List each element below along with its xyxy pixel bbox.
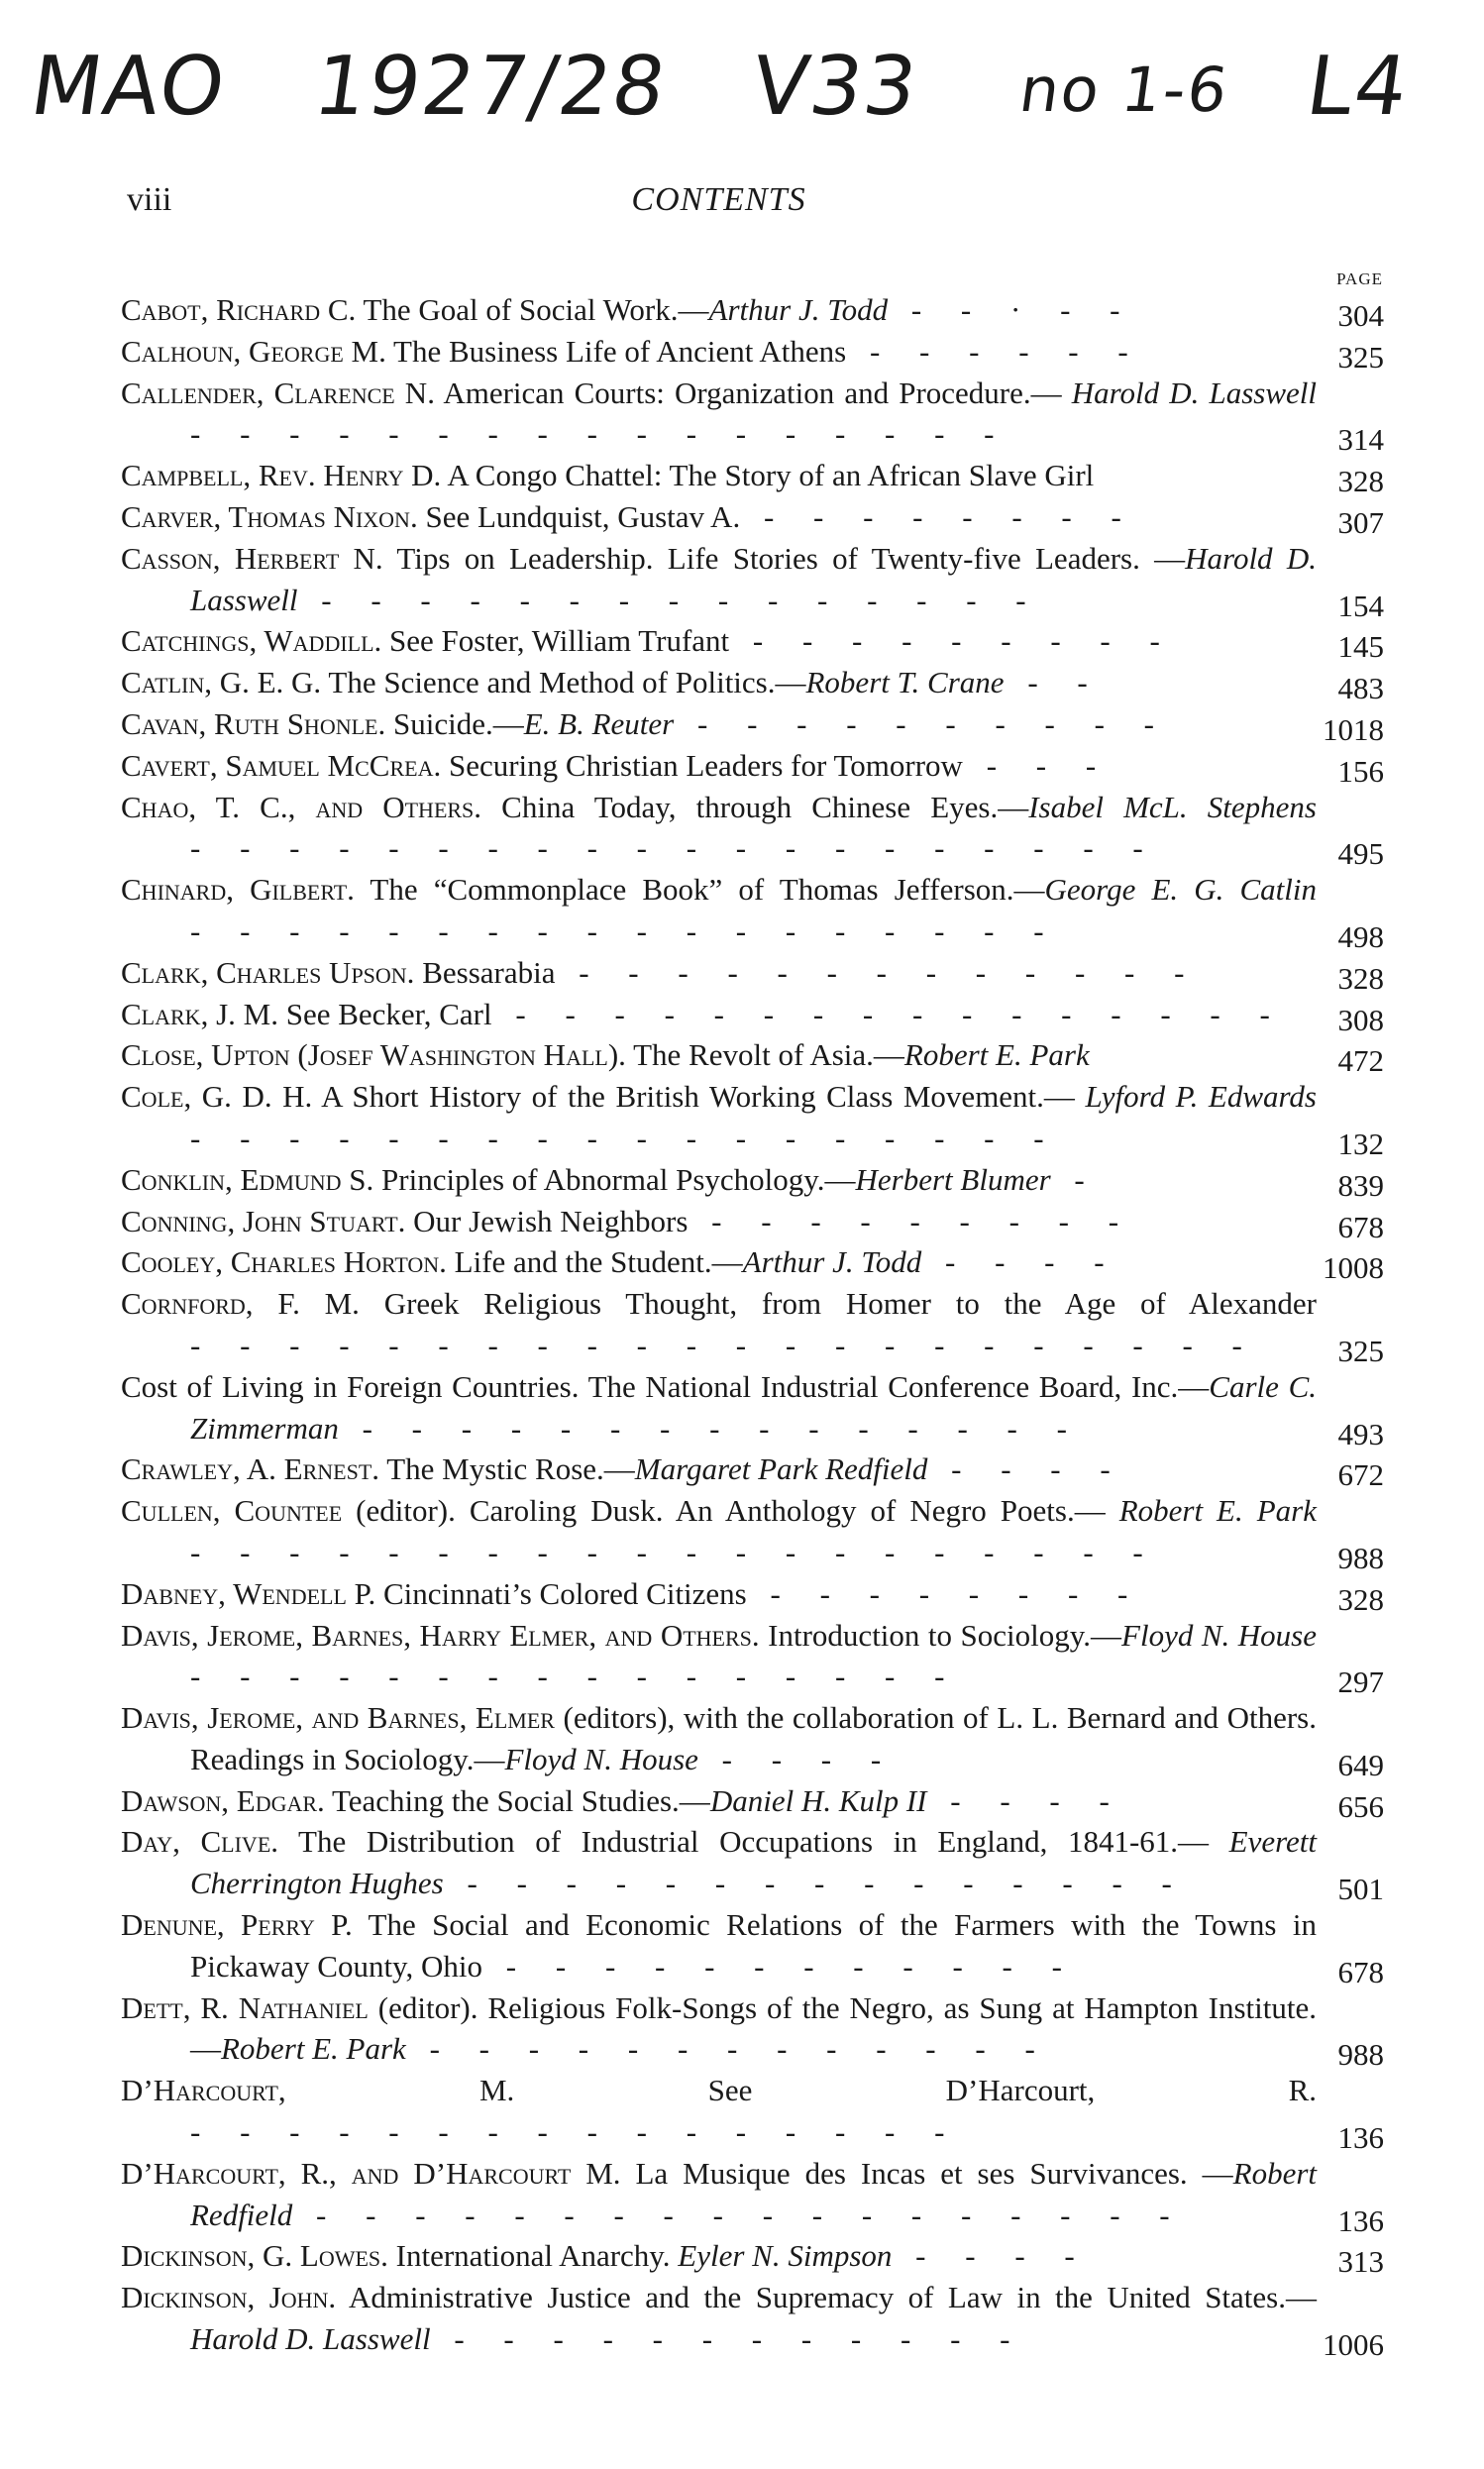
entry-author: Dickinson, John.: [121, 2280, 337, 2315]
entry-page-number: 1008: [1323, 1250, 1384, 1286]
entry-page-number: 325: [1337, 1333, 1384, 1368]
contents-entry: [121, 787, 1384, 870]
entry-leader: - - - - - -: [846, 333, 1144, 369]
contents-entry: [121, 1780, 1384, 1822]
entry-reviewer: Eyler N. Simpson: [678, 2238, 893, 2274]
entry-title: See Foster, William Trufant: [381, 623, 730, 659]
entry-page-number: 483: [1337, 671, 1384, 706]
entry-title: International Anarchy.: [387, 2238, 679, 2274]
entry-title: The Revolt of Asia.—: [625, 1037, 904, 1073]
entry-reviewer: E. B. Reuter: [523, 705, 675, 741]
entry-title: Teaching the Social Studies.—: [324, 1782, 710, 1818]
entry-author: Conklin, Edmund S.: [121, 1161, 374, 1197]
entry-leader: - - · - -: [888, 292, 1136, 327]
contents-entry: [121, 2277, 1384, 2363]
entry-leader: - - - - - - - - -: [729, 623, 1176, 659]
entry-reviewer: Robert Redfield: [190, 2155, 1318, 2232]
entry-body: [121, 2235, 1317, 2277]
entry-leader: - - - - - - - - - - - - - - - - - -: [190, 912, 1060, 948]
entry-leader: - - - - - - - - - - - - -: [405, 2031, 1051, 2067]
entry-body: [121, 496, 1317, 538]
entry-reviewer: Isabel McL. Stephens: [1028, 789, 1317, 824]
entry-title: The Mystic Rose.—: [379, 1451, 635, 1487]
entry-reviewer: Harold D. Lasswell: [1071, 375, 1317, 410]
entry-author: Dawson, Edgar.: [121, 1782, 325, 1818]
contents-entry: [121, 1904, 1384, 1987]
entry-title: Cincinnati’s Colored Citizens: [375, 1575, 747, 1611]
entry-body: [121, 1615, 1317, 1698]
entry-author: D’Harcourt, M.: [121, 2073, 515, 2108]
entry-leader: - - - - - - - - - - - - - - - - - -: [190, 1120, 1060, 1155]
entry-page-number: 498: [1337, 918, 1384, 954]
entry-author: Cornford, F. M.: [121, 1286, 360, 1322]
entry-title: Cost of Living in Foreign Countries. The National Industrial Conference Board, Inc.—: [121, 1368, 1210, 1404]
entry-page-number: 307: [1337, 504, 1384, 540]
entry-reviewer: Harold D. Lasswell: [190, 540, 1317, 617]
entry-author: Dabney, Wendell P.: [121, 1575, 376, 1611]
entry-leader: - - - - - - - - - - - - - - - -: [190, 2114, 961, 2150]
entry-page-number: 1006: [1323, 2327, 1384, 2363]
entry-author: Davis, Jerome, Barnes, Harry Elmer, and Others.: [121, 1617, 760, 1653]
entry-title: China Today, through Chinese Eyes.—: [481, 789, 1029, 824]
entry-reviewer: Robert E. Park: [1118, 1493, 1317, 1529]
entry-page-number: 672: [1337, 1457, 1384, 1493]
entry-reviewer: Lyford P. Edwards: [1085, 1079, 1317, 1115]
entry-title: See D’Harcourt, R.: [514, 2073, 1318, 2108]
entry-title: Suicide.—: [385, 705, 524, 741]
contents-entry: [121, 2153, 1384, 2236]
entry-title: The “Commonplace Book” of Thomas Jefferson.—: [354, 872, 1045, 908]
entry-title: The Goal of Social Work.—: [356, 292, 709, 327]
entry-title: (editors), with the collaboration of L. L. Bernard and Others. Readings in Sociology.—: [190, 1700, 1317, 1776]
entry-author: Crawley, A. Ernest.: [121, 1451, 380, 1487]
entry-body: [121, 1283, 1317, 1366]
entry-author: Conning, John Stuart.: [121, 1203, 406, 1238]
contents-entry: [121, 1697, 1384, 1780]
entry-body: [121, 373, 1317, 456]
contents-entry: [121, 331, 1384, 373]
entry-title: (editor). Religious Folk-Songs of the Negro, as Sung at Hampton Institute.—: [190, 1989, 1317, 2067]
handwritten-mark: MAO: [25, 40, 233, 134]
entry-body: [121, 455, 1317, 496]
entry-page-number: 472: [1337, 1043, 1384, 1079]
entry-page-number: 649: [1337, 1747, 1384, 1782]
entry-author: Clark, Charles Upson.: [121, 954, 415, 990]
entry-body: [121, 1573, 1317, 1615]
entry-page-number: 314: [1337, 422, 1384, 458]
contents-entry: [121, 373, 1384, 456]
entry-page-number: 656: [1337, 1788, 1384, 1824]
entry-title: (editor). Caroling Dusk. An Anthology of Negro Poets.—: [342, 1493, 1119, 1529]
entry-body: [121, 538, 1317, 621]
entry-body: [121, 1780, 1317, 1822]
entry-author: Callender, Clarence N.: [121, 375, 435, 410]
entry-reviewer: Herbert Blumer: [855, 1161, 1051, 1197]
contents-entry: [121, 952, 1384, 994]
contents-entry: [121, 745, 1384, 787]
entry-page-number: 1018: [1323, 711, 1384, 747]
entry-leader: - - - - - - - - - -: [674, 705, 1170, 741]
entry-reviewer: Arthur J. Todd: [708, 292, 889, 327]
contents-entry: [121, 2070, 1384, 2156]
contents-entry: [121, 2235, 1384, 2280]
entry-page-number: 328: [1337, 960, 1384, 996]
entry-body: [121, 2070, 1317, 2153]
contents-entry: [121, 289, 1384, 331]
entry-reviewer: Everett Cherrington Hughes: [190, 1824, 1317, 1901]
entry-title: See Becker, Carl: [277, 996, 492, 1031]
entry-body: [121, 1490, 1317, 1573]
entry-body: [121, 745, 1317, 787]
entry-leader: - - - - - - - - - - - - - - - - - - - - - -: [190, 1327, 1258, 1362]
entry-page-number: 325: [1337, 339, 1384, 375]
entry-leader: - - - - - - - - - - - - - - -: [338, 1410, 1083, 1446]
entry-body: [121, 331, 1317, 373]
entry-leader: - - - - - - - - - - - - - - -: [443, 1866, 1188, 1901]
entry-leader: - - - - - - - - - - - - -: [555, 954, 1201, 990]
handwritten-mark: 1927/28: [308, 40, 674, 134]
entry-page-number: 304: [1337, 298, 1384, 333]
contents-entry: [121, 1449, 1384, 1493]
contents-entry: [121, 1366, 1384, 1449]
contents-entry: [121, 1573, 1384, 1615]
entry-leader: - - - - - - - - - - - -: [430, 2321, 1026, 2357]
entry-page-number: 328: [1337, 464, 1384, 499]
entry-reviewer: Floyd N. House: [1121, 1617, 1317, 1653]
contents-entry: [121, 455, 1384, 499]
contents-entry: [121, 1076, 1384, 1159]
entry-title: Our Jewish Neighbors: [405, 1203, 689, 1238]
contents-entry: [121, 1201, 1384, 1242]
entry-page-number: 988: [1337, 2037, 1384, 2073]
entry-author: Dickinson, G. Lowes.: [121, 2238, 388, 2274]
contents-entry: [121, 1821, 1384, 1907]
entry-leader: - - - -: [926, 1782, 1125, 1818]
entry-body: [121, 1159, 1317, 1201]
entry-author: Cabot, Richard C.: [121, 292, 357, 327]
handwritten-mark: L4: [1301, 40, 1416, 134]
page-header: [127, 181, 1311, 231]
contents-entry: [121, 1159, 1384, 1201]
entry-author: Calhoun, George M.: [121, 333, 386, 369]
entry-body: [121, 1201, 1317, 1242]
entry-title: Tips on Leadership. Life Stories of Twenty-five Leaders. —: [382, 540, 1186, 576]
entry-title: The Science and Method of Politics.—: [321, 665, 806, 700]
entry-leader: - - - -: [921, 1244, 1120, 1280]
entry-body: [121, 952, 1317, 994]
entry-reviewer: Margaret Park Redfield: [634, 1451, 928, 1487]
entry-body: [121, 2277, 1317, 2360]
entry-author: Dett, R. Nathaniel: [121, 1989, 369, 2025]
entry-author: Cole, G. D. H.: [121, 1079, 313, 1115]
entry-leader: - - - - - - - -: [746, 1575, 1144, 1611]
entry-body: [121, 620, 1317, 662]
page-number: viii: [127, 181, 172, 218]
entry-body: [121, 1241, 1317, 1283]
entry-leader: - - - - - - - -: [740, 498, 1137, 534]
entry-title: Bessarabia: [414, 954, 556, 990]
entry-body: [121, 1987, 1317, 2071]
entry-author: Clark, J. M.: [121, 996, 278, 1031]
entry-author: D’Harcourt, R., and D’Harcourt M.: [121, 2155, 621, 2191]
entry-page-number: 136: [1337, 2120, 1384, 2156]
entry-leader: - -: [1004, 665, 1104, 700]
entry-reviewer: Floyd N. House: [504, 1741, 698, 1776]
entry-body: [121, 1904, 1317, 1987]
entry-body: [121, 1366, 1317, 1449]
entry-author: Campbell, Rev. Henry D.: [121, 458, 442, 493]
contents-entry: [121, 538, 1384, 621]
entry-leader: -: [1050, 1161, 1101, 1197]
entry-page-number: 495: [1337, 836, 1384, 872]
entry-page-number: 136: [1337, 2202, 1384, 2238]
contents-entry: [121, 1241, 1384, 1286]
entry-author: Catchings, Waddill.: [121, 623, 382, 659]
entry-body: [121, 703, 1317, 745]
entry-page-number: 839: [1337, 1167, 1384, 1203]
running-title: CONTENTS: [631, 181, 806, 218]
entry-title: Principles of Abnormal Psychology.—: [373, 1161, 856, 1197]
contents-entry: [121, 1283, 1384, 1366]
entry-title: Securing Christian Leaders for Tomorrow: [441, 747, 963, 783]
entry-page-number: 328: [1337, 1581, 1384, 1617]
entry-title: A Short History of the British Working Class Movement.—: [312, 1079, 1086, 1115]
entry-page-number: 988: [1337, 1540, 1384, 1575]
entry-leader: - - - - - - - - - - - - - - - -: [190, 1659, 961, 1694]
handwritten-mark: no 1-6: [1014, 54, 1234, 126]
entry-leader: - - - -: [892, 2238, 1091, 2274]
entry-title: Life and the Student.—: [446, 1244, 743, 1280]
entry-leader: - - - - - - - - - - - - - - - - -: [190, 416, 1010, 452]
entry-reviewer: Arthur J. Todd: [742, 1244, 922, 1280]
entry-page-number: 678: [1337, 1209, 1384, 1244]
entry-author: Catlin, G. E. G.: [121, 665, 322, 700]
contents-entry: [121, 869, 1384, 952]
contents-list: [121, 289, 1384, 2363]
entry-title: La Musique des Incas et ses Survivances. —: [620, 2155, 1233, 2191]
entry-title: Greek Religious Thought, from Homer to the Age of Alexander: [359, 1286, 1317, 1322]
contents-entry: [121, 496, 1384, 538]
entry-page-number: 308: [1337, 1002, 1384, 1037]
entry-body: [121, 1449, 1317, 1490]
entry-title: The Distribution of Industrial Occupations in England, 1841-61.—: [278, 1824, 1229, 1860]
entry-body: [121, 1076, 1317, 1159]
entry-body: [121, 662, 1317, 703]
entry-body: [121, 1034, 1317, 1076]
entry-page-number: 678: [1337, 1954, 1384, 1989]
entry-reviewer: Robert T. Crane: [805, 665, 1005, 700]
entry-author: Carver, Thomas Nixon.: [121, 498, 418, 534]
entry-leader: - - - -: [697, 1741, 898, 1776]
entry-leader: - - - - - - - - - - - - - - - - - -: [292, 2197, 1186, 2232]
entry-page-number: 313: [1337, 2244, 1384, 2280]
entry-reviewer: Carle C. Zimmerman: [190, 1368, 1317, 1446]
entry-reviewer: Robert E. Park: [221, 2031, 406, 2067]
entry-body: [121, 787, 1317, 870]
entry-title: Administrative Justice and the Supremacy of Law in the United States.—: [336, 2280, 1317, 2315]
entry-title: Introduction to Sociology.—: [759, 1617, 1122, 1653]
entry-leader: - - - - - - - - -: [688, 1203, 1135, 1238]
entry-page-number: 493: [1337, 1416, 1384, 1451]
entry-leader: - - - - - - - - - - - - - - - -: [491, 996, 1286, 1031]
entry-leader: - - - - - - - - - - - - - - - - - - - -: [190, 1534, 1159, 1569]
entry-reviewer: Daniel H. Kulp II: [709, 1782, 927, 1818]
contents-entry: [121, 1987, 1384, 2071]
entry-page-number: 132: [1337, 1126, 1384, 1161]
entry-body: [121, 1821, 1317, 1904]
entry-author: Denune, Perry P.: [121, 1907, 353, 1943]
entry-author: Day, Clive.: [121, 1824, 279, 1860]
entry-author: Chinard, Gilbert.: [121, 872, 355, 908]
entry-page-number: 501: [1337, 1872, 1384, 1907]
contents-entry: [121, 620, 1384, 665]
entry-leader: - - - -: [927, 1451, 1126, 1487]
entry-author: Cavan, Ruth Shonle.: [121, 705, 386, 741]
entry-author: Chao, T. C., and Others.: [121, 789, 482, 824]
entry-body: [121, 994, 1317, 1035]
entry-title: See Lundquist, Gustav A.: [417, 498, 741, 534]
entry-body: [121, 289, 1317, 331]
entry-author: Cavert, Samuel McCrea.: [121, 747, 442, 783]
handwritten-annotation: [0, 40, 1484, 159]
entry-author: Davis, Jerome, and Barnes, Elmer: [121, 1700, 555, 1736]
page-column-label: PAGE: [1336, 269, 1383, 288]
entry-body: [121, 869, 1317, 952]
handwritten-mark: V33: [746, 40, 925, 134]
entry-page-number: 297: [1337, 1664, 1384, 1700]
entry-page-number: 156: [1337, 753, 1384, 789]
contents-entry: [121, 703, 1384, 745]
entry-leader: - - -: [962, 747, 1113, 783]
contents-entry: [121, 994, 1384, 1035]
entry-body: [121, 1697, 1317, 1780]
contents-entry: [121, 1615, 1384, 1698]
entry-title: A Congo Chattel: The Story of an African Slave Girl: [441, 458, 1095, 493]
entry-author: Cooley, Charles Horton.: [121, 1244, 447, 1280]
entry-author: Cullen, Countee: [121, 1493, 343, 1529]
entry-author: Close, Upton (Josef Washington Hall).: [121, 1037, 626, 1073]
contents-entry: [121, 662, 1384, 706]
entry-leader: - - - - - - - - - - - - - - - - - - - -: [190, 830, 1159, 866]
entry-title: The Social and Economic Relations of the Farmers with the Towns in Pickaway County, Ohio: [190, 1907, 1317, 1984]
entry-reviewer: Harold D. Lasswell: [190, 2321, 431, 2357]
entry-leader: - - - - - - - - - - - -: [482, 1948, 1078, 1984]
contents-entry: [121, 1034, 1384, 1079]
entry-page-number: 145: [1337, 629, 1384, 665]
entry-reviewer: George E. G. Catlin: [1044, 872, 1317, 908]
entry-title: The Business Life of Ancient Athens: [385, 333, 847, 369]
entry-leader: - - - - - - - - - - - - - - -: [297, 582, 1042, 617]
entry-reviewer: Robert E. Park: [903, 1037, 1090, 1073]
entry-title: American Courts: Organization and Procedure.—: [434, 375, 1072, 410]
contents-entry: [121, 1490, 1384, 1573]
entry-body: [121, 2153, 1317, 2236]
entry-author: Casson, Herbert N.: [121, 540, 383, 576]
entry-page-number: 154: [1337, 588, 1384, 623]
